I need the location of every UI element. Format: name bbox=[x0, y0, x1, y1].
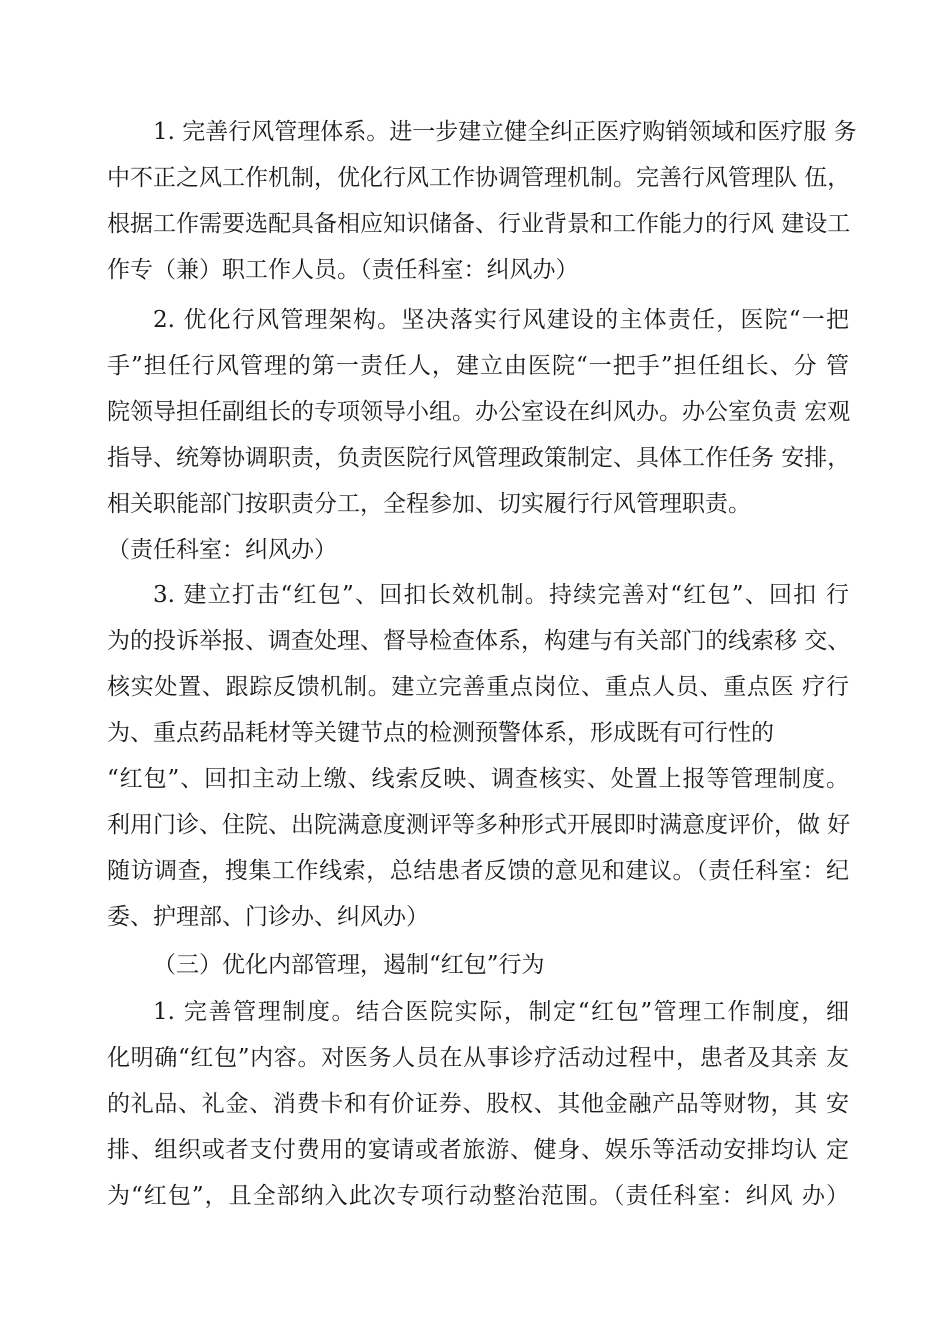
paragraph-line: 手”担任行风管理的第一责任人，建立由医院“一把手”担任组长、分 管 bbox=[107, 353, 849, 379]
paragraph-line: 为“红包”，且全部纳入此次专项行动整治范围。（责任科室：纠风 办） bbox=[107, 1183, 849, 1209]
paragraph-line: 指导、统筹协调职责，负责医院行风管理政策制定、具体工作任务 安排， bbox=[107, 445, 851, 471]
section-heading: （三）优化内部管理，遏制“红包”行为 bbox=[153, 952, 545, 978]
paragraph-line: 为、重点药品耗材等关键节点的检测预警体系，形成既有可行性的 bbox=[107, 720, 774, 746]
paragraph-line: 核实处置、跟踪反馈机制。建立完善重点岗位、重点人员、重点医 疗行 bbox=[107, 674, 849, 700]
paragraph-line: 利用门诊、住院、出院满意度测评等多种形式开展即时满意度评价，做 好 bbox=[107, 812, 851, 838]
paragraph-line: 2. 优化行风管理架构。坚决落实行风建设的主体责任，医院“一把 bbox=[153, 307, 849, 333]
paragraph-line: 排、组织或者支付费用的宴请或者旅游、健身、娱乐等活动安排均认 定 bbox=[107, 1137, 849, 1163]
paragraph-line: 化明确“红包”内容。对医务人员在从事诊疗活动过程中，患者及其亲 友 bbox=[107, 1045, 849, 1071]
paragraph-line: 1. 完善管理制度。结合医院实际，制定“红包”管理工作制度，细 bbox=[153, 999, 849, 1025]
paragraph-line: “红包”、回扣主动上缴、线索反映、调查核实、处置上报等管理制度。 bbox=[107, 766, 849, 792]
paragraph-line: 为的投诉举报、调查处理、督导检查体系，构建与有关部门的线索移 交、 bbox=[107, 628, 851, 654]
paragraph-line: 委、护理部、门诊办、纠风办） bbox=[107, 904, 429, 930]
paragraph-line: （责任科室：纠风办） bbox=[107, 537, 337, 563]
paragraph-line: 的礼品、礼金、消费卡和有价证券、股权、其他金融产品等财物，其 安 bbox=[107, 1091, 849, 1117]
paragraph-line: 院领导担任副组长的专项领导小组。办公室设在纠风办。办公室负责 宏观 bbox=[107, 399, 851, 425]
paragraph-line: 随访调查，搜集工作线索，总结患者反馈的意见和建议。（责任科室：纪 bbox=[107, 858, 849, 884]
paragraph-line: 中不正之风工作机制，优化行风工作协调管理机制。完善行风管理队 伍， bbox=[107, 165, 851, 191]
paragraph-line: 3. 建立打击“红包”、回扣长效机制。持续完善对“红包”、回扣 行 bbox=[153, 582, 849, 608]
paragraph-line: 1. 完善行风管理体系。进一步建立健全纠正医疗购销领域和医疗服 务 bbox=[153, 119, 857, 145]
paragraph-line: 相关职能部门按职责分工，全程参加、切实履行行风管理职责。 bbox=[107, 491, 751, 517]
paragraph-line: 根据工作需要选配具备相应知识储备、行业背景和工作能力的行风 建设工 bbox=[107, 211, 851, 237]
paragraph-line: 作专（兼）职工作人员。（责任科室：纠风办） bbox=[107, 257, 579, 283]
